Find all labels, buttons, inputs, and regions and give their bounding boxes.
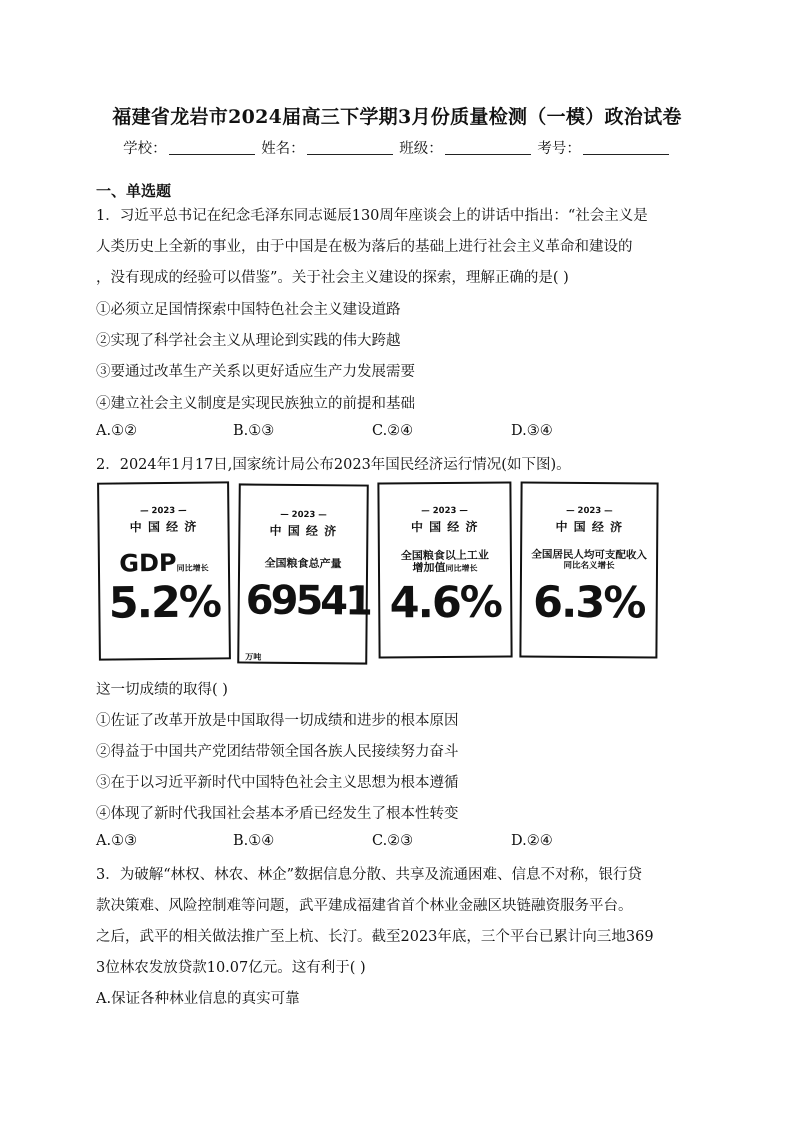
q2-option-b[interactable]: B.①④: [233, 833, 275, 849]
poster-brand: 中 国 经 济: [410, 519, 479, 535]
q1-options: [96, 423, 696, 443]
q1-option-a[interactable]: A.①②: [96, 423, 138, 439]
q1-stem-line: 1．习近平总书记在纪念毛泽东同志诞辰130周年座谈会上的讲话中指出：“社会主义是: [96, 208, 648, 224]
name-field[interactable]: 姓名：: [261, 137, 395, 158]
statistics-posters: [96, 482, 664, 664]
poster-caption: 全国粮食以上工业 增加值同比增长: [400, 548, 489, 575]
q3-stem-line: 之后，武平的相关做法推广至上杭、长汀。截至2023年底，三个平台已累计向三地369: [96, 929, 654, 945]
q3-option-a[interactable]: A.保证各种林业信息的真实可靠: [96, 991, 300, 1007]
poster-caption: 全国居民人均可支配收入 同比名义增长: [531, 548, 647, 571]
q2-statement: ②得益于中国共产党团结带领全国各族人民接续努力奋斗: [96, 744, 459, 760]
q2-statement: ③在于以习近平新时代中国特色社会主义思想为根本遵循: [96, 775, 459, 791]
student-info-fields: [0, 137, 794, 158]
q2-option-a[interactable]: A.①③: [96, 833, 138, 849]
poster-caption: GDP同比增长: [119, 548, 209, 578]
poster-brand: 中 国 经 济: [129, 519, 198, 535]
exam-number-field[interactable]: 考号：: [537, 137, 671, 158]
q3-stem-line: 款决策难、风险控制难等问题，武平建成福建省首个林业金融区块链融资服务平台。: [96, 898, 633, 914]
q2-prompt: 这一切成绩的取得( ): [96, 682, 228, 698]
q2-option-d[interactable]: D.②④: [511, 833, 553, 849]
poster-value: 4.6%: [389, 577, 502, 629]
q2-stem-line: 2．2024年1月17日,国家统计局公布2023年国民经济运行情况(如下图)。: [96, 457, 571, 473]
poster-brand: 中 国 经 济: [555, 519, 624, 535]
q1-option-b[interactable]: B.①③: [233, 423, 275, 439]
q1-statement: ②实现了科学社会主义从理论到实践的伟大跨越: [96, 333, 401, 349]
poster-year: — 2023 —: [566, 505, 613, 517]
poster-unit: 万吨: [245, 652, 262, 662]
q1-option-c[interactable]: C.②④: [372, 423, 414, 439]
poster-caption: 全国粮食总产量: [264, 556, 342, 571]
q2-statement: ①佐证了改革开放是中国取得一切成绩和进步的根本原因: [96, 713, 459, 729]
q3-stem-line: 3．为破解“林权、林农、林企”数据信息分散、共享及流通困难、信息不对称，银行贷: [96, 867, 643, 883]
q2-options: [96, 833, 696, 853]
poster-grain-output: [237, 483, 369, 664]
poster-gdp: [97, 481, 231, 660]
poster-value: 69541万吨: [245, 577, 371, 662]
q1-stem-line: 人类历史上全新的事业，由于中国是在极为落后的基础上进行社会主义革命和建设的: [96, 239, 633, 255]
q1-statement: ①必须立足国情探索中国特色社会主义建设道路: [96, 302, 401, 318]
q3-stem-line: 3位林农发放贷款10.07亿元。这有利于( ): [96, 960, 366, 976]
q1-option-d[interactable]: D.③④: [511, 423, 553, 439]
poster-year: — 2023 —: [280, 509, 327, 521]
section-heading: 一、单选题: [96, 182, 172, 200]
poster-value: 6.3%: [532, 577, 645, 629]
school-field[interactable]: 学校：: [123, 137, 257, 158]
poster-value: 5.2%: [108, 577, 221, 629]
poster-brand: 中 国 经 济: [269, 523, 338, 539]
q1-statement: ③要通过改革生产关系以更好适应生产力发展需要: [96, 364, 415, 380]
q1-statement: ④建立社会主义制度是实现民族独立的前提和基础: [96, 396, 415, 412]
page-title: 福建省龙岩市2024届高三下学期3月份质量检测（一模）政治试卷: [112, 106, 682, 128]
q2-option-c[interactable]: C.②③: [372, 833, 414, 849]
poster-industrial-value: [377, 482, 512, 659]
class-field[interactable]: 班级：: [399, 137, 533, 158]
q2-statement: ④体现了新时代我国社会基本矛盾已经发生了根本性转变: [96, 806, 459, 822]
q1-stem-line: ，没有现成的经验可以借鉴”。关于社会主义建设的探索，理解正确的是( ): [96, 270, 569, 286]
poster-year: — 2023 —: [421, 505, 468, 517]
poster-income: [519, 482, 658, 659]
poster-year: — 2023 —: [140, 505, 187, 517]
